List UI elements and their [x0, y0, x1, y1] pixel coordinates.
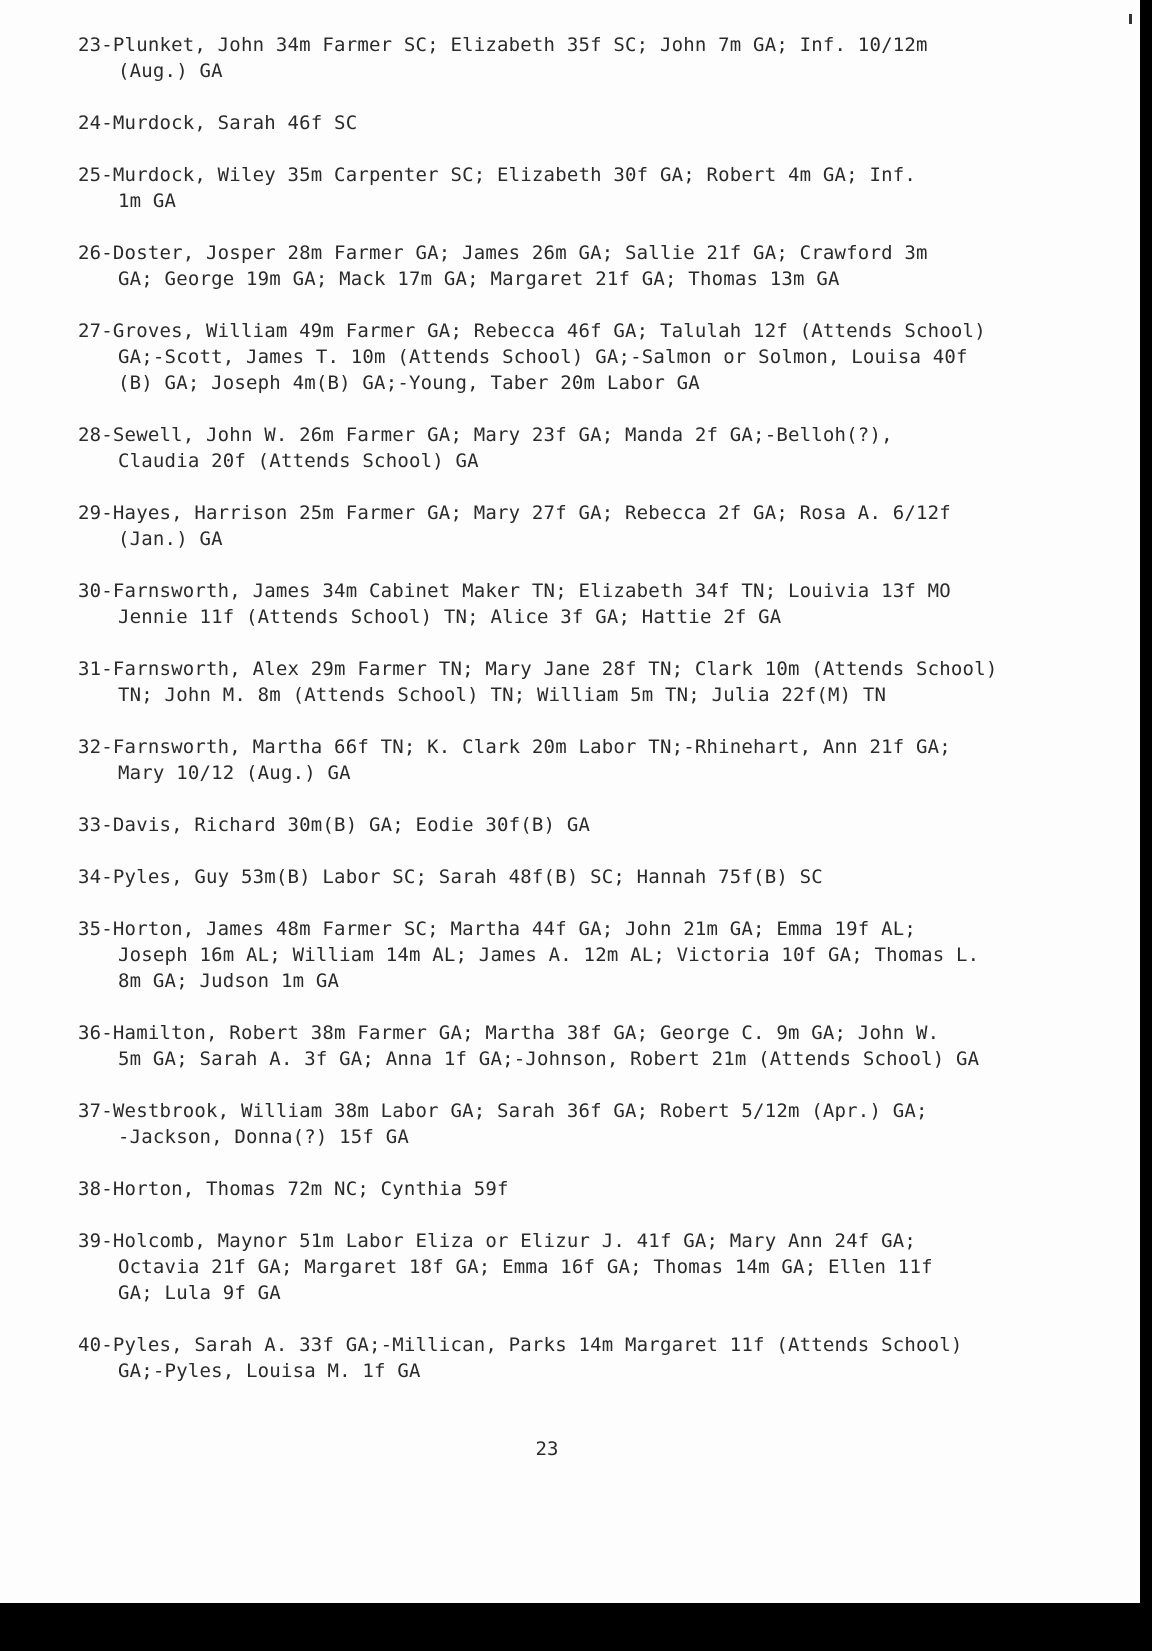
entry-first-line: 23-Plunket, John 34m Farmer SC; Elizabeth 35f SC; John 7m GA; Inf. 10/12m: [78, 34, 928, 56]
entry-continuation-line: 8m GA; Judson 1m GA: [118, 970, 340, 992]
census-entry: [78, 812, 1128, 838]
entry-first-line: 35-Horton, James 48m Farmer SC; Martha 44f GA; John 21m GA; Emma 19f AL;: [78, 918, 917, 940]
entry-continuation-line: (B) GA; Joseph 4m(B) GA;-Young, Taber 20m Labor GA: [118, 372, 700, 394]
census-entry: [78, 734, 1128, 786]
entry-first-line: 40-Pyles, Sarah A. 33f GA;-Millican, Parks 14m Margaret 11f (Attends School): [78, 1334, 963, 1356]
page-number: 23: [535, 1438, 559, 1460]
entry-first-line: 30-Farnsworth, James 34m Cabinet Maker TN; Elizabeth 34f TN; Louivia 13f MO: [78, 580, 951, 602]
census-entry: [78, 578, 1128, 630]
census-entry: [78, 656, 1128, 708]
census-entry: [78, 500, 1128, 552]
entry-continuation-line: GA; George 19m GA; Mack 17m GA; Margaret 21f GA; Thomas 13m GA: [118, 268, 840, 290]
census-entry: [78, 1332, 1128, 1384]
census-entry: [78, 110, 1128, 136]
entry-continuation-line: Octavia 21f GA; Margaret 18f GA; Emma 16f GA; Thomas 14m GA; Ellen 11f: [118, 1256, 933, 1278]
census-entry: [78, 162, 1128, 214]
census-entry: [78, 916, 1128, 994]
entry-first-line: 26-Doster, Josper 28m Farmer GA; James 26m GA; Sallie 21f GA; Crawford 3m: [78, 242, 928, 264]
entry-first-line: 28-Sewell, John W. 26m Farmer GA; Mary 23f GA; Manda 2f GA;-Belloh(?),: [78, 424, 893, 446]
census-entry: [78, 1176, 1128, 1202]
entry-first-line: 34-Pyles, Guy 53m(B) Labor SC; Sarah 48f(B) SC; Hannah 75f(B) SC: [78, 866, 823, 888]
entry-continuation-line: Mary 10/12 (Aug.) GA: [118, 762, 351, 784]
entry-first-line: 38-Horton, Thomas 72m NC; Cynthia 59f: [78, 1178, 509, 1200]
census-entry: [78, 1020, 1128, 1072]
entry-first-line: 32-Farnsworth, Martha 66f TN; K. Clark 20m Labor TN;-Rhinehart, Ann 21f GA;: [78, 736, 951, 758]
entry-first-line: 25-Murdock, Wiley 35m Carpenter SC; Elizabeth 30f GA; Robert 4m GA; Inf.: [78, 164, 917, 186]
entry-first-line: 39-Holcomb, Maynor 51m Labor Eliza or Elizur J. 41f GA; Mary Ann 24f GA;: [78, 1230, 917, 1252]
entry-continuation-line: GA;-Scott, James T. 10m (Attends School) GA;-Salmon or Solmon, Louisa 40f: [118, 346, 968, 368]
entry-continuation-line: Jennie 11f (Attends School) TN; Alice 3f GA; Hattie 2f GA: [118, 606, 782, 628]
entry-continuation-line: (Jan.) GA: [118, 528, 223, 550]
census-entry: [78, 422, 1128, 474]
entry-first-line: 33-Davis, Richard 30m(B) GA; Eodie 30f(B) GA: [78, 814, 591, 836]
census-entry: [78, 864, 1128, 890]
census-entry: [78, 1098, 1128, 1150]
scan-border-right: [1140, 0, 1152, 1651]
scan-border-bottom: [0, 1603, 1152, 1651]
entry-continuation-line: (Aug.) GA: [118, 60, 223, 82]
entry-continuation-line: GA;-Pyles, Louisa M. 1f GA: [118, 1360, 421, 1382]
entry-first-line: 37-Westbrook, William 38m Labor GA; Sarah 36f GA; Robert 5/12m (Apr.) GA;: [78, 1100, 928, 1122]
entry-continuation-line: Claudia 20f (Attends School) GA: [118, 450, 479, 472]
entry-continuation-line: 5m GA; Sarah A. 3f GA; Anna 1f GA;-Johnson, Robert 21m (Attends School) GA: [118, 1048, 980, 1070]
entry-continuation-line: TN; John M. 8m (Attends School) TN; William 5m TN; Julia 22f(M) TN: [118, 684, 887, 706]
scan-mark: [1129, 14, 1132, 24]
census-entry: [78, 318, 1128, 396]
entry-first-line: 29-Hayes, Harrison 25m Farmer GA; Mary 27f GA; Rebecca 2f GA; Rosa A. 6/12f: [78, 502, 951, 524]
entry-first-line: 36-Hamilton, Robert 38m Farmer GA; Martha 38f GA; George C. 9m GA; John W.: [78, 1022, 940, 1044]
entry-continuation-line: -Jackson, Donna(?) 15f GA: [118, 1126, 409, 1148]
entry-continuation-line: 1m GA: [118, 190, 177, 212]
entry-continuation-line: GA; Lula 9f GA: [118, 1282, 281, 1304]
census-entry: [78, 240, 1128, 292]
census-entry: [78, 32, 1128, 84]
entry-continuation-line: Joseph 16m AL; William 14m AL; James A. 12m AL; Victoria 10f GA; Thomas L.: [118, 944, 980, 966]
census-entry: [78, 1228, 1128, 1306]
entry-first-line: 31-Farnsworth, Alex 29m Farmer TN; Mary Jane 28f TN; Clark 10m (Attends School): [78, 658, 998, 680]
entry-first-line: 24-Murdock, Sarah 46f SC: [78, 112, 358, 134]
census-entry-list: [78, 32, 1128, 1410]
entry-first-line: 27-Groves, William 49m Farmer GA; Rebecca 46f GA; Talulah 12f (Attends School): [78, 320, 986, 342]
